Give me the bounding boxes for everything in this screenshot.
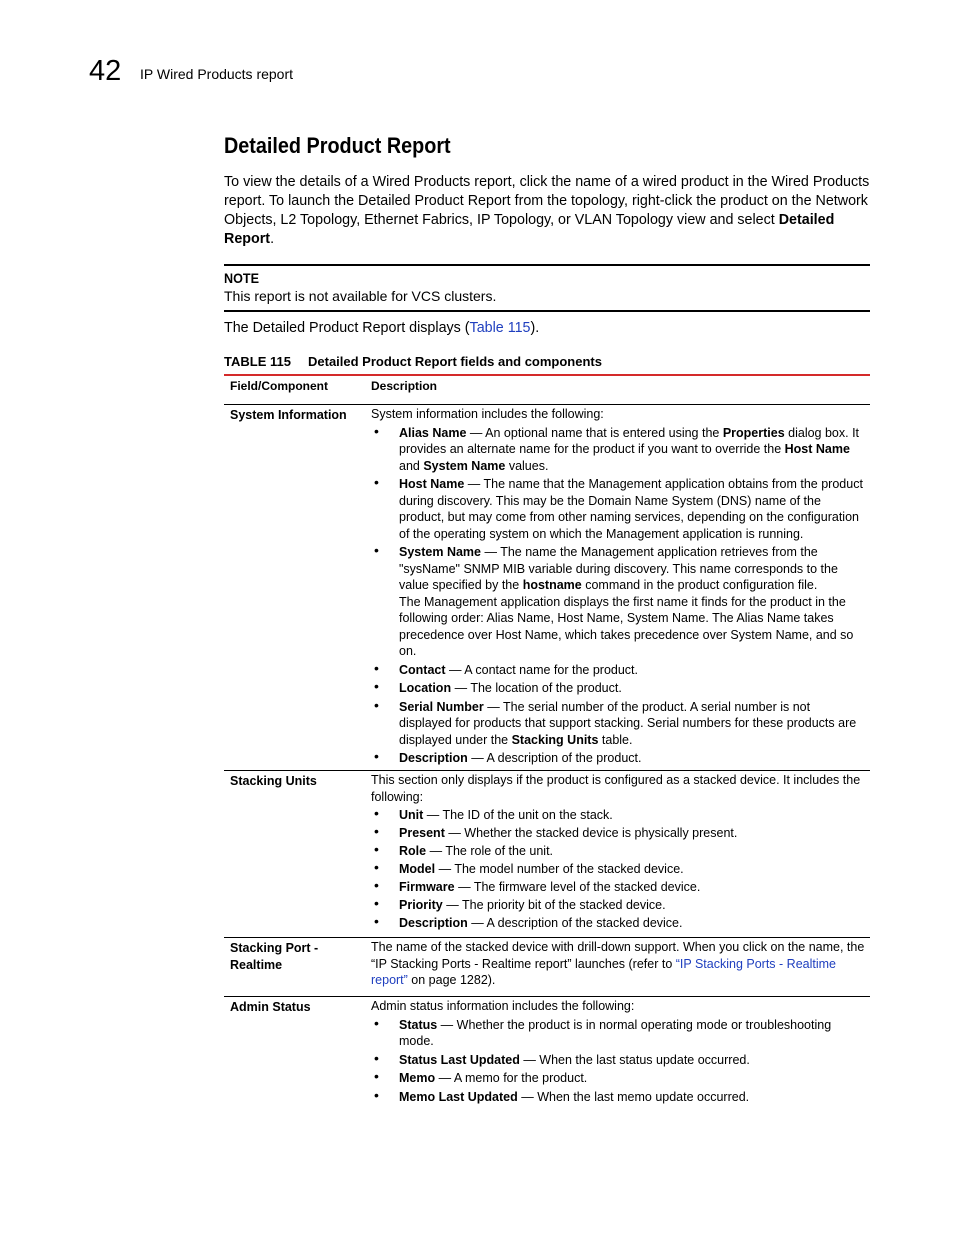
- bullet-icon: •: [374, 894, 379, 911]
- item-text: — The serial number of the product. A serial number is not displayed for products that support stacking. Serial numbers for these products are displayed under the: [399, 699, 857, 747]
- item-term: Present: [399, 825, 445, 840]
- row-divider: [224, 996, 870, 997]
- description-system-information: [371, 406, 866, 767]
- item-text: — Whether the product is in normal operating mode or troubleshooting mode.: [399, 1017, 832, 1048]
- bullet-icon: •: [374, 1014, 379, 1031]
- item-term: Description: [399, 751, 468, 765]
- item-term: Role: [399, 843, 427, 858]
- item-term: Properties: [722, 425, 785, 440]
- item-text: — The model number of the stacked device.: [435, 861, 684, 876]
- description-stacking-units: [371, 772, 866, 931]
- item-text: — When the last status update occurred.: [519, 1052, 750, 1067]
- bullet-list: [371, 1014, 866, 1106]
- bullet-icon: •: [374, 696, 379, 713]
- table-115-link[interactable]: Table 115: [469, 320, 531, 336]
- item-text: values.: [505, 458, 549, 473]
- field-stacking-port-realtime: Stacking Port - Realtime: [230, 941, 319, 972]
- item-text: — Whether the stacked device is physically present.: [444, 825, 738, 840]
- list-item: [371, 1086, 866, 1106]
- item-text: — The name that the Management application obtains from the product during discovery. This may be the Domain Name System (DNS) name of the product, but may come from other naming services, depending on the configuration of the operating system on which the Management application is running.: [399, 477, 863, 541]
- bullet-icon: •: [374, 912, 379, 929]
- bullet-icon: •: [374, 422, 379, 439]
- item-term: System Name: [399, 545, 481, 559]
- item-term: Alias Name: [399, 425, 467, 440]
- list-item: [371, 840, 866, 860]
- ip-stacking-ports-link[interactable]: “IP Stacking Ports - Realtime report”: [371, 956, 836, 987]
- bullet-icon: •: [374, 1086, 379, 1103]
- bullet-icon: •: [374, 804, 379, 821]
- row-intro: System information includes the following:: [371, 407, 604, 421]
- item-text: — An optional name that is entered using the: [466, 425, 723, 440]
- bullet-icon: •: [374, 542, 379, 558]
- item-term: System Name: [423, 458, 506, 473]
- item-extra-text: The Management application displays the first name it finds for the product in the following order: Alias Name, Host Name, System Name. The Alias Name takes precedence over Host Name, which takes precedence over System Name, and so on.: [399, 594, 854, 658]
- displays-before: The Detailed Product Report displays (: [224, 320, 470, 336]
- item-term: Firmware: [399, 879, 455, 894]
- item-term: hostname: [522, 578, 582, 592]
- list-item: [371, 659, 866, 679]
- section-title: Detailed Product Report: [224, 133, 451, 158]
- field-stacking-units: Stacking Units: [230, 774, 317, 788]
- item-text: — When the last memo update occurred.: [517, 1089, 750, 1104]
- running-header: IP Wired Products report: [140, 66, 294, 82]
- item-term: Host Name: [784, 442, 850, 456]
- row-divider: [224, 404, 870, 405]
- item-term: Status Last Updated: [399, 1052, 520, 1067]
- list-item: [371, 912, 866, 932]
- list-item: [371, 822, 866, 842]
- item-text: — A memo for the product.: [435, 1071, 588, 1085]
- item-term: Memo Last Updated: [399, 1089, 518, 1104]
- bullet-icon: •: [374, 840, 379, 857]
- intro-bold-term: Detailed Report: [224, 212, 835, 247]
- note-text: This report is not available for VCS clusters.: [224, 288, 497, 304]
- item-term: Unit: [399, 807, 424, 822]
- item-text: command in the product configuration file.: [581, 578, 818, 592]
- description-admin-status: [371, 998, 866, 1105]
- item-text: — A description of the stacked device.: [467, 915, 683, 930]
- row-intro: [371, 939, 866, 989]
- item-text: — The firmware level of the stacked device.: [454, 879, 701, 894]
- row-intro: Admin status information includes the following:: [371, 999, 635, 1013]
- list-item: [371, 750, 866, 767]
- item-term: Contact: [399, 662, 446, 677]
- item-text: dialog box. It provides an alternate name for the product if you want to override the: [399, 425, 860, 456]
- item-text: — The priority bit of the stacked device.: [442, 897, 666, 912]
- item-term: Model: [399, 861, 436, 876]
- row-divider: [224, 937, 870, 938]
- column-header-description: Description: [371, 379, 438, 393]
- bullet-icon: •: [374, 822, 379, 839]
- list-item: [371, 876, 866, 896]
- list-item: [371, 858, 866, 878]
- bullet-list: [371, 422, 866, 767]
- bullet-icon: •: [374, 1068, 379, 1084]
- list-item: [371, 680, 866, 697]
- field-system-information: System Information: [230, 408, 347, 422]
- row-intro-text: The name of the stacked device with drill-down support. When you click on the name, the “IP Stacking Ports - Realtime report” launches (refer to: [371, 940, 865, 971]
- table-caption-title: Detailed Product Report fields and components: [308, 354, 602, 369]
- list-item: [371, 894, 866, 914]
- item-text: — A contact name for the product.: [445, 662, 638, 677]
- intro-end: .: [270, 231, 275, 247]
- item-term: Description: [399, 915, 468, 930]
- displays-after: ).: [530, 320, 540, 336]
- item-text: — The role of the unit.: [426, 843, 554, 858]
- bullet-icon: •: [374, 1049, 379, 1066]
- bullet-icon: •: [374, 659, 379, 676]
- item-term: Memo: [399, 1071, 436, 1085]
- field-admin-status: Admin Status: [230, 1000, 311, 1014]
- list-item: [371, 696, 866, 749]
- table-caption: [224, 353, 602, 370]
- table-reference-sentence: [224, 319, 539, 338]
- list-item: [371, 544, 866, 660]
- table-caption-number: TABLE 115: [224, 354, 291, 369]
- table-top-rule: [224, 374, 870, 376]
- item-term: Priority: [399, 897, 443, 912]
- note-box: [224, 264, 870, 312]
- list-item: [371, 1070, 866, 1087]
- item-text: and: [399, 458, 424, 473]
- bullet-icon: •: [374, 876, 379, 893]
- description-stacking-port-realtime: [371, 939, 866, 989]
- item-text: — The ID of the unit on the stack.: [423, 807, 613, 822]
- page-number: 42: [89, 55, 122, 87]
- intro-text: To view the details of a Wired Products report, click the name of a wired product in the Wired Products report. To launch the Detailed Product Report from the topology, right-click the product on the Network Objects, L2 Topology, Ethernet Fabrics, IP Topology, or VLAN Topology view and select: [224, 174, 870, 228]
- bullet-list: [371, 804, 866, 932]
- bullet-icon: •: [374, 474, 379, 490]
- row-intro-after: on page 1282).: [407, 973, 496, 987]
- item-text: — The location of the product.: [451, 681, 622, 695]
- list-item: [371, 422, 866, 475]
- item-text: — The name the Management application retrieves from the "sysName" SNMP MIB variable during discovery. This name corresponds to the value specified by the: [399, 545, 838, 592]
- item-text: table.: [598, 732, 633, 747]
- column-header-field: Field/Component: [230, 379, 328, 393]
- note-title: NOTE: [224, 270, 260, 286]
- item-term: Stacking Units: [511, 732, 599, 747]
- list-item: [371, 1049, 866, 1069]
- bullet-icon: •: [374, 748, 379, 764]
- item-term: Status: [399, 1017, 438, 1032]
- list-item: [371, 804, 866, 824]
- item-text: — A description of the product.: [467, 751, 642, 765]
- intro-paragraph: [224, 173, 874, 249]
- list-item: [371, 476, 866, 542]
- bullet-icon: •: [374, 678, 379, 694]
- bullet-icon: •: [374, 858, 379, 875]
- item-term: Host Name: [399, 477, 465, 491]
- item-term: Serial Number: [399, 699, 484, 714]
- row-intro: This section only displays if the product is configured as a stacked device. It includes the following:: [371, 773, 861, 804]
- list-item: [371, 1014, 866, 1050]
- row-divider: [224, 770, 870, 771]
- item-term: Location: [399, 681, 452, 695]
